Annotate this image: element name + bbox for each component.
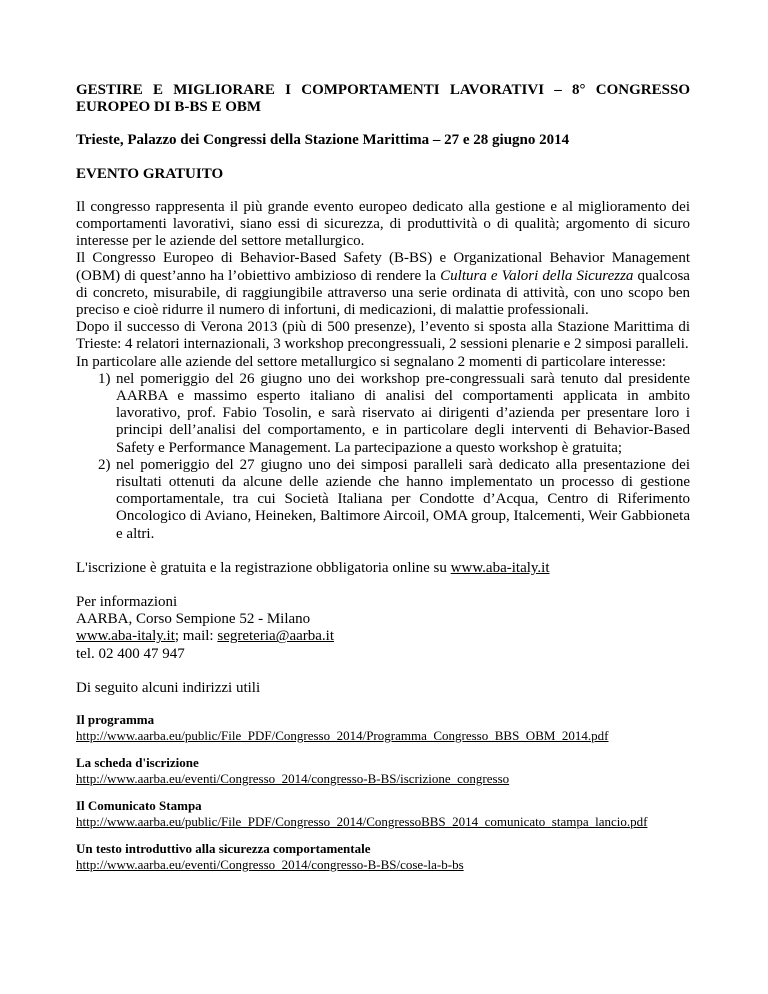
resource-item: [76, 755, 690, 787]
paragraph-intro: Il congresso rappresenta il più grande evento europeo dedicato alla gestione e al miglioramento dei comportamenti lavorativi, siano essi di sicurezza, di produttività o di qualità; argomento di sicuro interesse per le aziende del settore metallurgico.: [76, 198, 690, 250]
contact-website-link[interactable]: www.aba-italy.it: [76, 628, 175, 645]
contact-info: [76, 594, 690, 663]
list-item-text: nel pomeriggio del 27 giugno uno dei simposi paralleli sarà dedicato alla presentazione dei risultati ottenuti da alcune delle aziende che hanno implementato un processo di gestione comportamentale, tra cui Società Italiana per Condotte d’Acqua, Centro di Riferimento Oncologico di Aviano, Heineken, Baltimore Aircoil, OMA group, Italcementi, Weir Gabbioneta e altri.: [116, 456, 690, 542]
event-type: EVENTO GRATUITO: [76, 165, 224, 182]
paragraph-congress: [76, 250, 690, 319]
list-item-text: nel pomeriggio del 26 giugno uno dei workshop pre-congressuali sarà tenuto dal presidente AARBA e massimo esperto italiano di analisi del comportamenti applicata in ambito lavorativo, prof. Fabio Tosolin, e sarà riservato ai dirigenti d’azienda per presentare loro i principi dell’analisi del comportamento, e in particolare degli interventi di Behavior-Based Safety e Performance Management. La partecipazione a questo workshop è gratuita;: [116, 370, 690, 456]
resource-link[interactable]: http://www.aarba.eu/public/File_PDF/Congresso_2014/Programma_Congresso_BBS_OBM_2014.pdf: [76, 728, 609, 744]
registration-link[interactable]: www.aba-italy.it: [450, 559, 550, 576]
highlights-list: [76, 371, 690, 543]
document-page: [76, 82, 690, 884]
resource-item: [76, 712, 690, 744]
paragraph-verona: Dopo il successo di Verona 2013 (più di 500 presenze), l’evento si sposta alla Stazione Marittima di Trieste: 4 relatori internazionali, 3 workshop precongressuali, 2 sessioni plenarie e 2 simposi paralleli.: [76, 319, 690, 353]
resource-link[interactable]: http://www.aarba.eu/eventi/Congresso_2014/congresso-B-BS/cose-la-b-bs: [76, 857, 464, 873]
list-item-number: 2): [98, 456, 111, 473]
contact-mail-label: ; mail:: [174, 628, 218, 645]
contact-email-link[interactable]: segreteria@aarba.it: [217, 628, 335, 645]
resource-title: La scheda d'iscrizione: [76, 755, 199, 771]
links-intro: Di seguito alcuni indirizzi utili: [76, 679, 261, 696]
list-item: [76, 457, 690, 543]
contact-address: AARBA, Corso Sempione 52 - Milano: [76, 611, 311, 628]
resource-item: [76, 841, 690, 873]
resource-title: Un testo introduttivo alla sicurezza comportamentale: [76, 841, 371, 857]
document-title: GESTIRE E MIGLIORARE I COMPORTAMENTI LAVORATIVI – 8° CONGRESSO EUROPEO DI B-BS E OBM: [76, 82, 690, 116]
resource-links: [76, 712, 690, 873]
contact-web-mail: [76, 628, 690, 645]
resource-title: Il programma: [76, 712, 155, 728]
paragraph-congress-part2: qualcosa di concreto, misurabile, di raggiungibile attraverso una serie ordinata di attività, con uno scopo ben preciso e cioè ridurre il numero di infortuni, di medicazioni, di malattie professionali.: [76, 267, 690, 319]
body-text: [76, 199, 690, 543]
contact-phone: tel. 02 400 47 947: [76, 645, 185, 662]
paragraph-congress-part1: Il Congresso Europeo di Behavior-Based Safety (B-BS) e Organizational Behavior Management (OBM) di quest’anno ha l’obiettivo ambizioso di rendere la: [76, 250, 690, 284]
resource-link[interactable]: http://www.aarba.eu/eventi/Congresso_2014/congresso-B-BS/iscrizione_congresso: [76, 771, 510, 787]
registration-line: [76, 560, 690, 577]
list-item: [76, 371, 690, 457]
resource-link[interactable]: http://www.aarba.eu/public/File_PDF/Congresso_2014/CongressoBBS_2014_comunicato_stampa_lancio.pdf: [76, 814, 648, 830]
resource-title: Il Comunicato Stampa: [76, 798, 202, 814]
list-item-number: 1): [98, 370, 111, 387]
registration-text: L'iscrizione è gratuita e la registrazione obbligatoria online su: [76, 559, 451, 576]
paragraph-highlights: In particolare alle aziende del settore metallurgico si segnalano 2 momenti di particolare interesse:: [76, 353, 666, 370]
event-location: Trieste, Palazzo dei Congressi della Stazione Marittima – 27 e 28 giugno 2014: [76, 132, 570, 149]
paragraph-congress-italic: Cultura e Valori della Sicurezza: [440, 267, 634, 284]
resource-item: [76, 798, 690, 830]
contact-heading: Per informazioni: [76, 594, 178, 611]
